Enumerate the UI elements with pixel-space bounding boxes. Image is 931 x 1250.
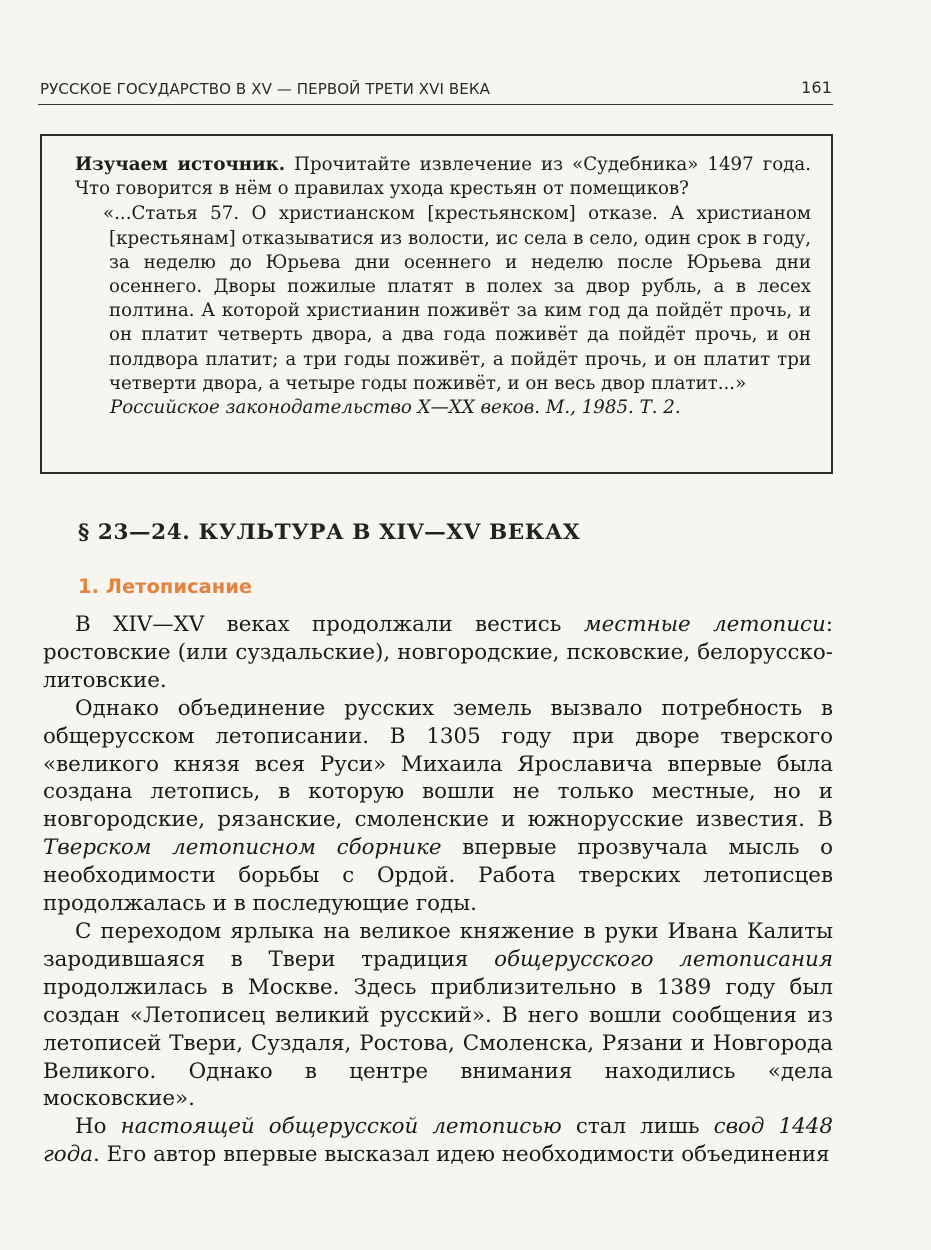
paragraph (43, 1113, 833, 1169)
page-number: 161 (801, 78, 832, 97)
paragraph-text: Однако объединение русских земель вызвало потребность в общерусском летописании. В 1305 году при дворе тверского «великого князя всея Руси» Михаила Ярославича впервые была создана летопись, в которую вошли не только местные, но и новгородские, рязанские, смоленские и южнорусские известия. В (43, 695, 833, 833)
running-header (40, 78, 832, 100)
section-title: § 23—24. КУЛЬТУРА В XIV—XV ВЕКАХ (78, 520, 581, 545)
paragraph (43, 611, 833, 695)
paragraph-text: Но (75, 1114, 121, 1140)
emphasized-text: настоящей общерусской летописью (120, 1114, 562, 1140)
paragraph-text: : ростовские (или суздальские), новгородские, псковские, белорусско-литовские. (43, 612, 833, 693)
subsection-heading: 1. Летописание (78, 575, 253, 598)
paragraph-text: В XIV—XV веках продолжали вестись (75, 612, 584, 637)
emphasized-text: общерусского летописания (494, 946, 833, 972)
source-study-box (40, 134, 833, 474)
paragraph-text: продолжилась в Москве. Здесь приблизительно в 1389 году был создан «Летописец великий русский». В него вошли сообщения из летописей Твери, Суздаля, Ростова, Смоленска, Рязани и Новгорода Великого. Однако в центре внимания находились «дела московские». (43, 974, 833, 1112)
source-task (75, 153, 811, 201)
paragraph (43, 918, 833, 1113)
paragraph (43, 695, 833, 918)
paragraph-text: . Его автор впервые высказал идею необходимости объединения (93, 1142, 830, 1168)
emphasized-text: свод 1448 года (43, 1114, 834, 1168)
source-task-label: Изучаем источник. (75, 154, 286, 175)
source-quote: «...Статья 57. О христианском [крестьянском] отказе. А христианом [крестьянам] отказыватися из волости, ис села в село, один срок в году, за неделю до Юрьева дни осеннего и неделю после Юрьева дни осеннего. Дворы пожилые платят в полех за двор рубль, а в лесех полтина. А которой христианин поживёт за ким год да пойдёт прочь, и он платит четверть двора, а два года поживёт да пойдёт прочь, и он полдвора платит; а три годы поживёт, а пойдёт прочь, и он платит три четверти двора, а четыре годы поживёт, и он весь двор платит...» (103, 203, 811, 394)
emphasized-text: местные летописи (583, 612, 826, 637)
source-task-text: Прочитайте извлечение из «Судебника» 1497 года. Что говорится в нём о правилах ухода крестьян от помещиков? (75, 154, 811, 200)
paragraph-text: впервые прозвучала мысль о необходимости борьбы с Ордой. Работа тверских летописцев продолжалась и в последующие годы. (43, 835, 833, 917)
header-rule (38, 104, 833, 105)
emphasized-text: Тверском летописном сборнике (43, 835, 442, 861)
source-citation: Российское законодательство X—XX веков. М., 1985. Т. 2. (110, 397, 681, 419)
paragraph-text: стал лишь (561, 1114, 714, 1140)
running-header-title: РУССКОЕ ГОСУДАРСТВО В XV — ПЕРВОЙ ТРЕТИ XVI ВЕКА (40, 80, 490, 98)
body-text (43, 611, 833, 1169)
paragraph-text: С переходом ярлыка на великое княжение в руки Ивана Калиты зародившаяся в Твери традиция (43, 918, 833, 972)
